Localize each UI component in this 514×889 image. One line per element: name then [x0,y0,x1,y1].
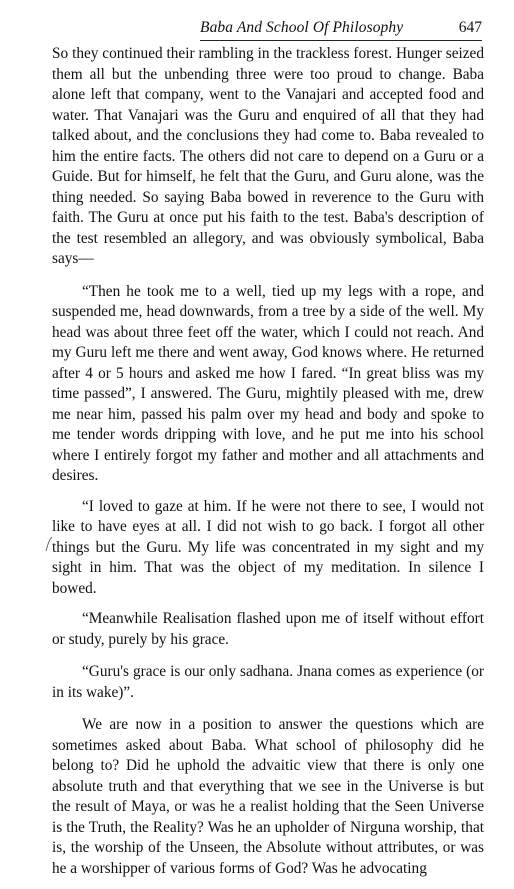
running-head-title: Baba And School Of Philosophy [200,19,404,36]
margin-pencil-mark [44,536,54,552]
paragraph: “Then he took me to a well, tied up my legs with a rope, and suspended me, head downwards, from a tree by a side of the well. My head was about three feet off the water, which I could not reach. And my Guru left me there and went away, God knows where. He returned after 4 or 5 hours and asked me how I fared. “In great bliss was my time passed”, I answered. The Guru, mightily pleased with me, drew me near him, passed his palm over my head and body and spoke to me tender words dripping with love, and he put me into his school where I entirely forgot my father and mother and all attachments and desires. [52,282,484,484]
paragraph: “Guru's grace is our only sadhana. Jnana comes as experience (or in its wake)”. [52,663,484,701]
page-number: 647 [458,19,482,36]
paragraph: We are now in a position to answer the questions which are sometimes asked about Baba. What school of philosophy did he belong to? Did he uphold the advaitic view that there is only one absolute truth and that everything that we see in the Universe is but the result of Maya, or was he a realist holding that the Seen Universe is the Truth, the Reality? Was he an upholder of Nirguna worship, that is, the worship of the Unseen, the Absolute without attributes, or was he a worshipper of various forms of God? Was he advocating [52,716,484,877]
paragraph: “Meanwhile Realisation flashed upon me of itself without effort or study, purely by his grace. [52,610,484,648]
paragraph: “I loved to gaze at him. If he were not there to see, I would not like to have eyes at all. I did not wish to go back. I forgot all other things but the Guru. My life was concentrated in my sight and my sight in him. That was the object of my meditation. In silence I bowed. [52,497,484,597]
running-head [200,18,482,41]
paragraph: So they continued their rambling in the trackless forest. Hunger seized them all but the unbending three were too proud to change. Baba alone left that company, went to the Vanajari and accepted food and water. That Vanajari was the Guru and enquired of all that they had talked about, and the conclusions they had come to. Baba revealed to him the entire facts. The others did not care to depend on a Guru or a Guide. But for himself, he felt that the Guru, and Guru alone, was the thing needed. So saying Baba bowed in reverence to the Guru with faith. The Guru at once put his faith to the test. Baba's description of the test resembled an allegory, and was obviously symbolical, Baba says— [52,45,484,267]
body-text [52,44,484,889]
